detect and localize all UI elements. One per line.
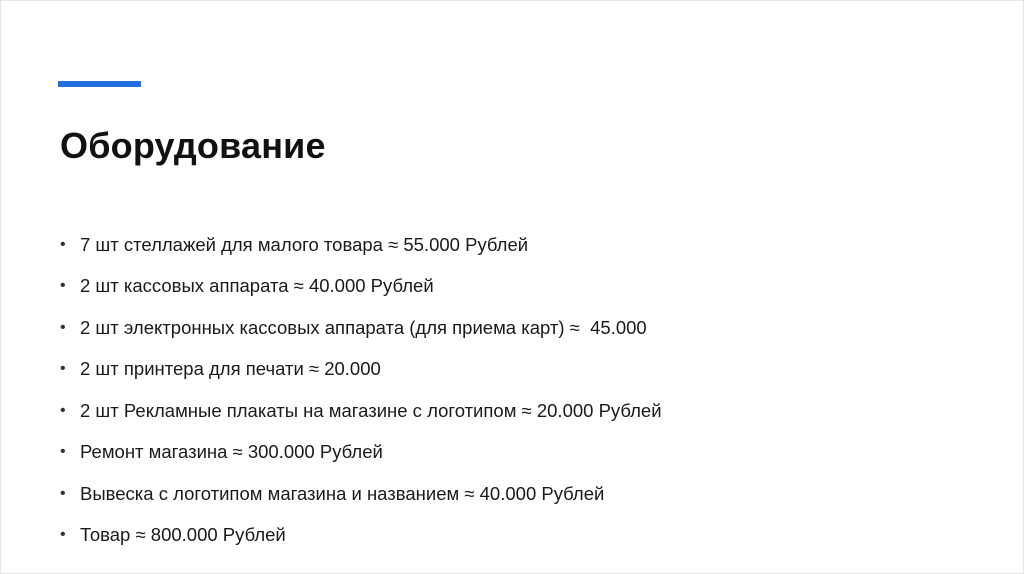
- list-item: [60, 349, 662, 391]
- bullet-icon: •: [60, 484, 66, 502]
- list-item-text: Товар ≈ 800.000 Рублей: [80, 524, 286, 546]
- list-item: [60, 515, 662, 557]
- list-item-text: 2 шт принтера для печати ≈ 20.000: [80, 358, 381, 380]
- list-item-text: 2 шт Рекламные плакаты на магазине с логотипом ≈ 20.000 Рублей: [80, 399, 662, 421]
- bullet-icon: •: [60, 443, 66, 461]
- title-accent-bar: [58, 81, 141, 87]
- list-item: [60, 473, 662, 515]
- bullet-icon: •: [60, 277, 66, 295]
- bullet-icon: •: [60, 318, 66, 336]
- bullet-icon: •: [60, 401, 66, 419]
- equipment-list: [60, 224, 662, 556]
- list-item-text: 7 шт стеллажей для малого товара ≈ 55.000 Рублей: [80, 233, 529, 255]
- list-item: [60, 432, 662, 474]
- bullet-icon: •: [60, 235, 66, 253]
- list-item: [60, 307, 662, 349]
- bullet-icon: •: [60, 526, 66, 544]
- list-item-text: 2 шт электронных кассовых аппарата (для приема карт) ≈ 45.000: [80, 316, 647, 338]
- list-item: [60, 224, 662, 266]
- bullet-icon: •: [60, 360, 66, 378]
- list-item-text: Ремонт магазина ≈ 300.000 Рублей: [80, 441, 383, 463]
- list-item: [60, 266, 662, 308]
- slide-title: Оборудование: [60, 125, 326, 166]
- list-item-text: Вывеска с логотипом магазина и названием ≈ 40.000 Рублей: [80, 482, 605, 504]
- list-item: [60, 390, 662, 432]
- list-item-text: 2 шт кассовых аппарата ≈ 40.000 Рублей: [80, 275, 434, 297]
